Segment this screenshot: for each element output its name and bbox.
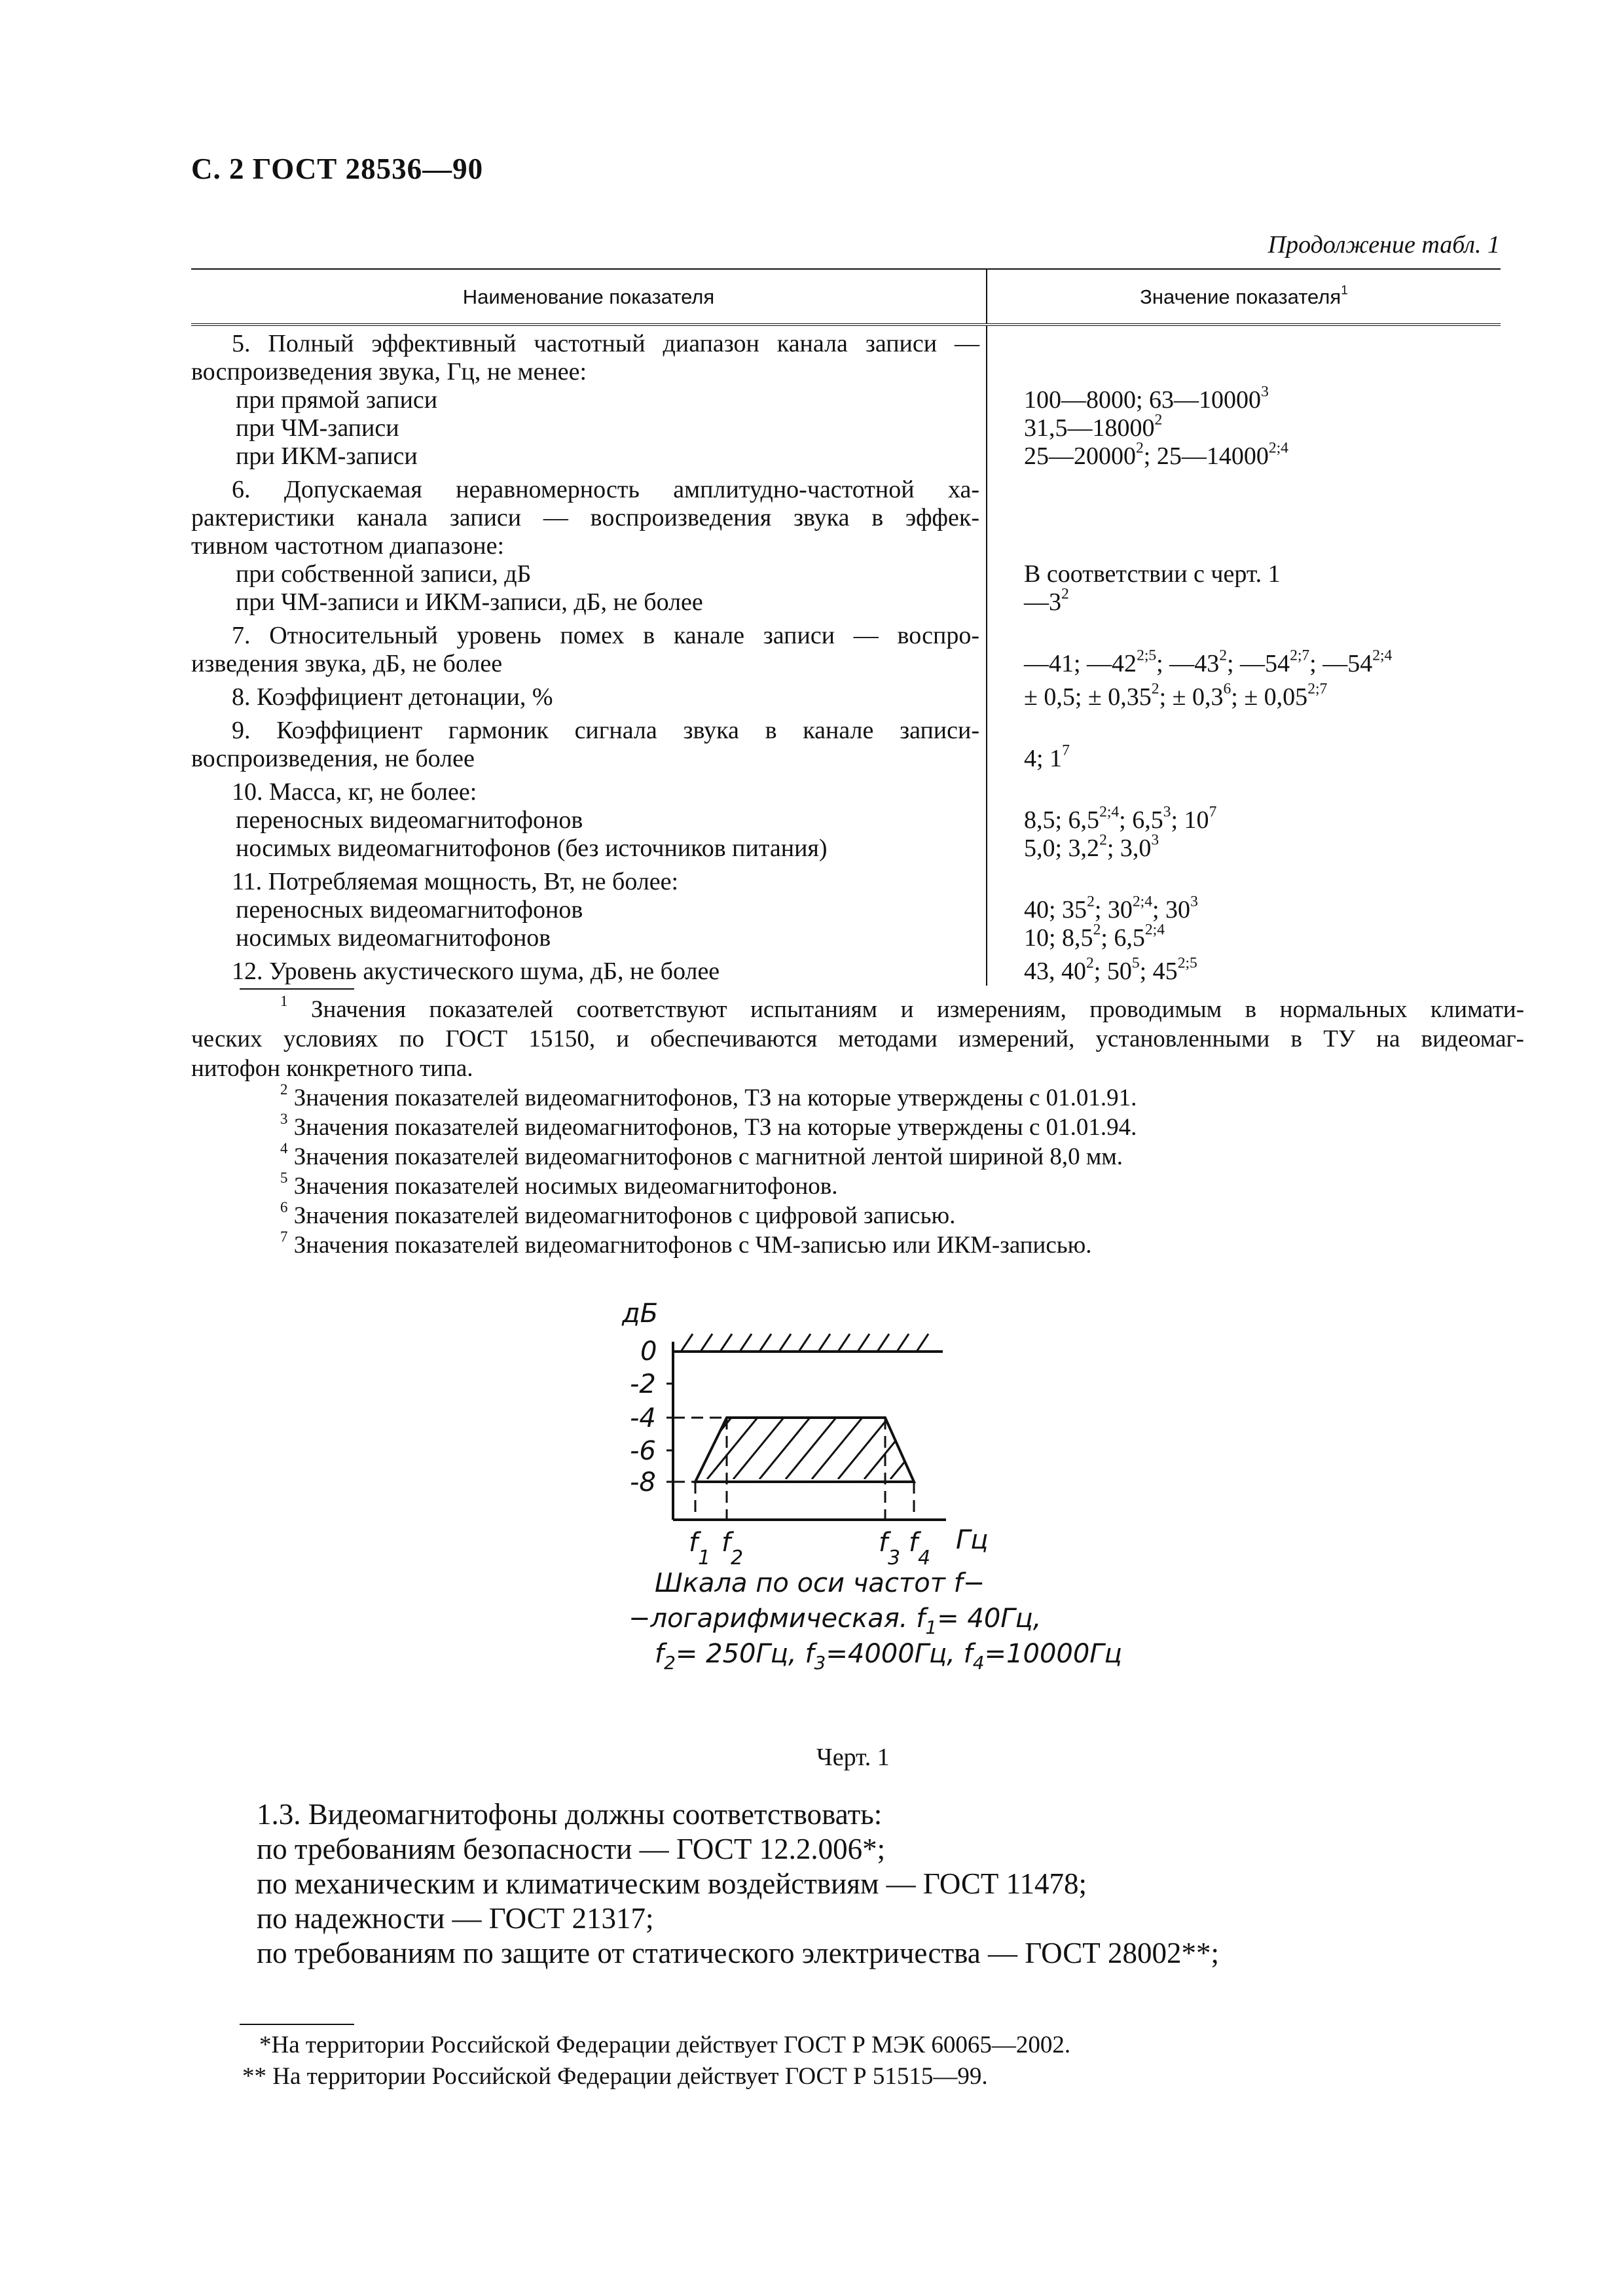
x-unit-label: Гц xyxy=(956,1525,989,1555)
scale-note: $f_2= 250Гц$, $f_3=4000Гц$, $f_4=10000Гц$ xyxy=(655,1639,1122,1674)
column-header-indicator: Наименование показателя xyxy=(191,270,987,323)
column-header-value: Значение показателя$^1$ xyxy=(1140,283,1348,308)
row-label: при ЧМ-записи и ИКМ-записи, дБ, не более xyxy=(236,588,703,616)
footnote: $^7$ Значения показателей видеомагнитофонов с ЧМ-записью или ИКМ-записью. xyxy=(280,1228,1092,1259)
row-value: 25—20000$^2$; 25—14000$^{2;4}$ xyxy=(1024,439,1288,470)
table-continuation-label: Продолжение табл. 1 xyxy=(1267,231,1500,259)
footnote: $^3$ Значения показателей видеомагнитофонов, ТЗ на которые утверждены с 01.01.94. xyxy=(280,1110,1137,1141)
row-value: 10; $8,5^2$; 6,5$^{2;4}$ xyxy=(1024,921,1165,952)
svg-text:f: f xyxy=(689,1528,699,1558)
section-item: по требованиям безопасности — ГОСТ 12.2.006*; xyxy=(257,1833,886,1865)
row-value: 5,0; $3,2^2$; $3,0^3$ xyxy=(1024,831,1159,862)
row-label: рактеристики канала записи — воспроизведения звука в эффек- xyxy=(191,504,979,531)
row-value: 43, $40^2$; $50^5$; 45$^{2;5}$ xyxy=(1024,954,1197,985)
footnote: $^2$ Значения показателей видеомагнитофонов, ТЗ на которые утверждены с 01.01.91. xyxy=(280,1081,1137,1111)
svg-text:3: 3 xyxy=(888,1547,901,1570)
footnote: ** На территории Российской Федерации действует ГОСТ Р 51515—99. xyxy=(242,2063,988,2090)
upper-limit-hatching xyxy=(681,1334,928,1352)
page-header: С. 2 ГОСТ 28536—90 xyxy=(191,152,484,185)
footnote: $^5$ Значения показателей носимых видеомагнитофонов. xyxy=(280,1169,838,1200)
y-tick-label: -6 xyxy=(630,1436,656,1466)
y-tick-label: -2 xyxy=(630,1369,656,1399)
row-label: воспроизведения звука, Гц, не менее: xyxy=(191,358,587,386)
row-label: переносных видеомагнитофонов xyxy=(236,896,583,924)
section-item: по механическим и климатическим воздействиям — ГОСТ 11478; xyxy=(257,1867,1087,1900)
x-tick-label xyxy=(909,1528,930,1570)
row-label: 11. Потребляемая мощность, Вт, не более: xyxy=(232,868,679,895)
row-label: 9. Коэффициент гармоник сигнала звука в канале записи- xyxy=(232,717,979,744)
scale-note: Шкала по оси частот f− xyxy=(655,1568,985,1598)
row-label: при ЧМ-записи xyxy=(236,414,399,442)
row-value: В соответствии с черт. 1 xyxy=(1024,560,1281,588)
row-label: переносных видеомагнитофонов xyxy=(236,806,583,834)
row-label: 6. Допускаемая неравномерность амплитудно-частотной ха- xyxy=(232,476,979,503)
svg-text:f: f xyxy=(721,1528,731,1558)
row-label: 8. Коэффициент детонации, % xyxy=(232,683,553,711)
y-tick-label: -8 xyxy=(630,1467,656,1498)
footnote: *На территории Российской Федерации действует ГОСТ Р МЭК 60065—2002. xyxy=(259,2032,1071,2058)
section-1-3 xyxy=(257,1797,1219,1971)
row-label: изведения звука, дБ, не более xyxy=(191,650,503,677)
section-heading: 1.3. Видеомагнитофоны должны соответствовать: xyxy=(257,1798,883,1831)
footnote: $^6$ Значения показателей видеомагнитофонов с цифровой записью. xyxy=(280,1198,956,1229)
row-label: носимых видеомагнитофонов (без источников питания) xyxy=(236,834,828,862)
footnote-divider xyxy=(240,2024,354,2025)
svg-text:1: 1 xyxy=(698,1547,711,1570)
svg-text:f: f xyxy=(909,1528,919,1558)
row-value: ± 0,5; ± $0,35^2$; ± $0,3^6$; ± $0,05^{2;7}$ xyxy=(1024,680,1328,711)
row-label: тивном частотном диапазоне: xyxy=(191,532,505,560)
footnote: $^4$ Значения показателей видеомагнитофонов с магнитной лентой шириной 8,0 мм. xyxy=(280,1139,1123,1170)
svg-text:2: 2 xyxy=(731,1547,744,1570)
row-value: 31,5—18000$^2$ xyxy=(1024,411,1163,442)
section-item: по требованиям по защите от статического электричества — ГОСТ 28002**; xyxy=(257,1937,1219,1969)
y-tick-label: -4 xyxy=(630,1403,656,1433)
x-tick-label xyxy=(689,1528,710,1570)
row-value: 8,5; 6,5$^{2;4}$; $6,5^3$; $10^7$ xyxy=(1024,803,1217,834)
row-value: 4; $1^7$ xyxy=(1024,742,1070,772)
tolerance-hatching xyxy=(655,1399,956,1479)
scale-note: −логарифмическая. $f_1= 40Гц$, xyxy=(629,1604,1042,1638)
row-label: 10. Масса, кг, не более: xyxy=(232,778,477,806)
section-item: по надежности — ГОСТ 21317; xyxy=(257,1902,654,1935)
x-tick-label xyxy=(879,1528,900,1570)
footnote: $^1$ Значения показателей соответствуют испытаниям и измерениям, проводимым в нормальных климати- ческих условиях по ГОСТ 15150, и обеспечиваются методами измерений, установленными в ТУ на видеомаг- нитофон конкретного типа. xyxy=(191,992,1525,1082)
row-label: 12. Уровень акустического шума, дБ, не более xyxy=(232,958,720,985)
row-label: носимых видеомагнитофонов xyxy=(236,924,551,952)
x-tick-label xyxy=(721,1528,743,1570)
svg-text:f: f xyxy=(879,1528,888,1558)
row-value: 100—8000; 63—10000$^3$ xyxy=(1024,383,1269,414)
row-label: при собственной записи, дБ xyxy=(236,560,532,588)
y-tick-label: 0 xyxy=(640,1336,657,1367)
row-value: —41; —42$^{2;5}$; $—43^2$; —54$^{2;7}$; —54$^{2;4}$ xyxy=(1024,647,1393,677)
row-label: 7. Относительный уровень помех в канале записи — воспро- xyxy=(232,622,979,649)
row-label: при прямой записи xyxy=(236,386,438,414)
row-label: при ИКМ-записи xyxy=(236,442,418,470)
svg-text:4: 4 xyxy=(918,1547,931,1570)
figure-caption: Черт. 1 xyxy=(816,1744,890,1771)
row-value: 40; $35^2$; 30$^{2;4}$; $30^3$ xyxy=(1024,893,1198,924)
y-unit-label: дБ xyxy=(622,1299,659,1329)
row-label: воспроизведения, не более xyxy=(191,745,475,772)
row-value: $—3^2$ xyxy=(1024,585,1069,616)
row-label: 5. Полный эффективный частотный диапазон канала записи — xyxy=(232,330,979,357)
